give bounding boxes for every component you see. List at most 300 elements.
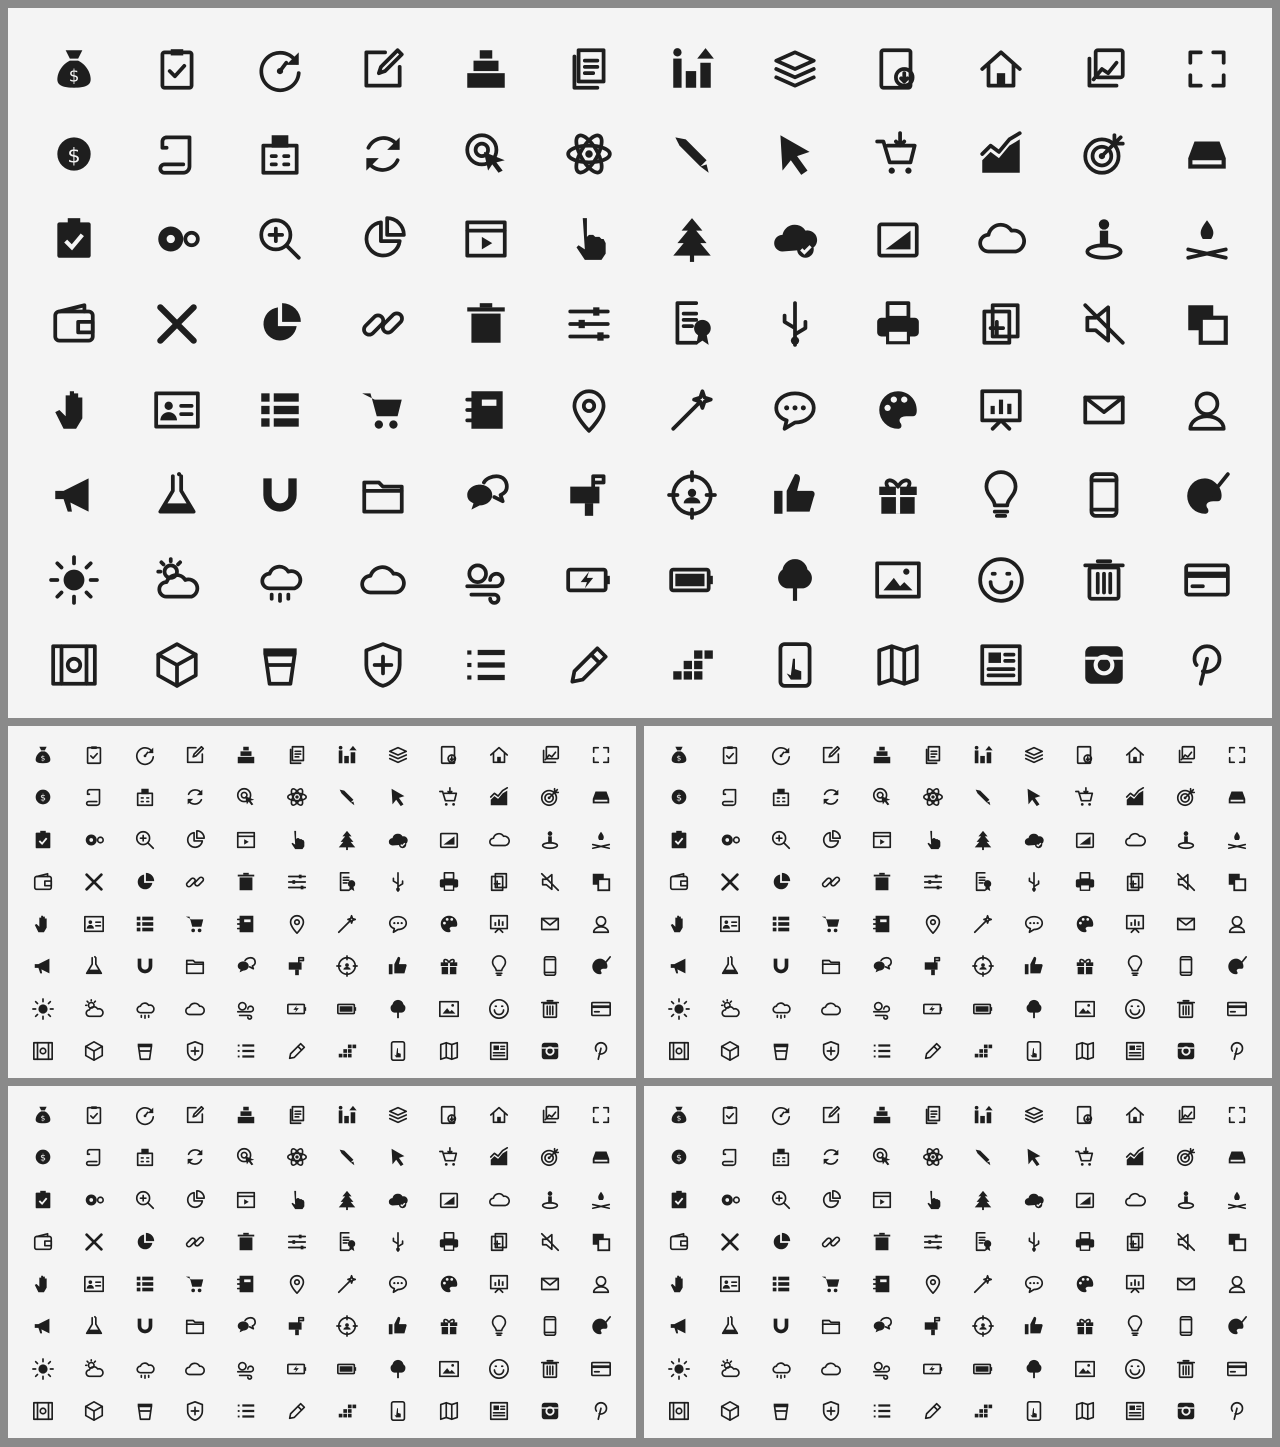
tree-icon [387, 998, 409, 1020]
pencil-icon [286, 1400, 308, 1422]
speaker-mute-icon [1175, 1231, 1197, 1253]
pie-chart-icon [134, 871, 156, 893]
fullscreen-icon [590, 744, 612, 766]
gift-icon [1074, 955, 1096, 977]
clipboard-tick-icon [32, 829, 54, 851]
presentation-board-icon [1124, 913, 1146, 935]
sun-cloud-icon [719, 998, 741, 1020]
refresh-icon [184, 1146, 206, 1168]
edit-note-icon [820, 744, 842, 766]
atom-icon [922, 1146, 944, 1168]
tablet-image-icon [1074, 1189, 1096, 1211]
scroll-icon [719, 786, 741, 808]
hard-drive-icon [1226, 786, 1248, 808]
campfire-icon [1182, 214, 1232, 264]
newspaper-icon [488, 1400, 510, 1422]
home-icon [1124, 744, 1146, 766]
notebook-icon [871, 913, 893, 935]
svg-text:$: $ [676, 753, 682, 763]
flask-icon [719, 955, 741, 977]
svg-text:$: $ [40, 753, 46, 763]
tree-icon [770, 555, 820, 605]
target-cursor-icon [871, 1146, 893, 1168]
pixel-blocks-icon [336, 1040, 358, 1062]
mailbox-icon [286, 1315, 308, 1337]
credit-card-icon [590, 998, 612, 1020]
credit-card-icon [1226, 1358, 1248, 1380]
envelope-icon [1175, 913, 1197, 935]
pie-chart-outline-icon [184, 829, 206, 851]
fullscreen-icon [1182, 44, 1232, 94]
download-file-icon [873, 44, 923, 94]
cloud-outline-icon [488, 829, 510, 851]
video-player-icon [461, 214, 511, 264]
paint-palette-brush-icon [590, 1315, 612, 1337]
usb-icon [1023, 1231, 1045, 1253]
line-chart-icon [1124, 786, 1146, 808]
cursor-arrow-icon [770, 129, 820, 179]
trash-can-icon [539, 998, 561, 1020]
pie-chart-outline-icon [358, 214, 408, 264]
sun-wind-icon [871, 1358, 893, 1380]
hospital-icon [255, 129, 305, 179]
flask-icon [83, 1315, 105, 1337]
cash-register-icon [871, 1104, 893, 1126]
smiley-icon [488, 1358, 510, 1380]
target-icon [539, 786, 561, 808]
palette-icon [1074, 1273, 1096, 1295]
target-cursor-icon [871, 786, 893, 808]
link-icon [184, 1231, 206, 1253]
chat-bubbles-icon [871, 1315, 893, 1337]
clipboard-check-icon [719, 744, 741, 766]
printer-icon [1074, 1231, 1096, 1253]
credit-card-icon [1226, 998, 1248, 1020]
cloud-check-icon [1023, 829, 1045, 851]
printer-icon [438, 1231, 460, 1253]
map-pin-icon [286, 1273, 308, 1295]
graph-cards-icon [1175, 1104, 1197, 1126]
cart-icon [358, 385, 408, 435]
documents-icon [564, 44, 614, 94]
growth-chart-person-icon [972, 1104, 994, 1126]
gears-icon [719, 829, 741, 851]
shopping-cart-download-icon [1074, 786, 1096, 808]
tree-icon [1023, 998, 1045, 1020]
battery-charging-icon [286, 998, 308, 1020]
light-bulb-icon [488, 955, 510, 977]
mailbox-icon [922, 1315, 944, 1337]
picture-icon [1074, 998, 1096, 1020]
target-cursor-icon [235, 1146, 257, 1168]
trash-can-icon [1175, 1358, 1197, 1380]
edit-note-icon [358, 44, 408, 94]
link-icon [358, 299, 408, 349]
id-card-icon [719, 1273, 741, 1295]
printer-icon [438, 871, 460, 893]
cloud-outline-icon [488, 1189, 510, 1211]
gears-icon [152, 214, 202, 264]
film-strip-icon [668, 1400, 690, 1422]
instagram-icon [539, 1400, 561, 1422]
sun-icon [32, 998, 54, 1020]
layers-icon [387, 1104, 409, 1126]
chat-bubbles-icon [235, 955, 257, 977]
cursor-arrow-icon [387, 1146, 409, 1168]
zoom-in-icon [255, 214, 305, 264]
megaphone-icon [32, 1315, 54, 1337]
map-pin-icon [922, 1273, 944, 1295]
tablet-image-icon [1074, 829, 1096, 851]
chat-bubbles-icon [461, 470, 511, 520]
hard-drive-icon [590, 1146, 612, 1168]
tablet-touch-icon [387, 1040, 409, 1062]
package-box-icon [83, 1400, 105, 1422]
target-cursor-icon [461, 129, 511, 179]
mailbox-icon [564, 470, 614, 520]
cloud-check-icon [770, 214, 820, 264]
package-box-icon [719, 1040, 741, 1062]
paint-palette-brush-icon [1226, 955, 1248, 977]
speaker-mute-icon [1175, 871, 1197, 893]
edit-note-icon [184, 1104, 206, 1126]
magic-wand-icon [667, 385, 717, 435]
fullscreen-icon [1226, 744, 1248, 766]
certificate-icon [667, 299, 717, 349]
pie-chart-outline-icon [820, 829, 842, 851]
newspaper-icon [488, 1040, 510, 1062]
film-strip-icon [32, 1040, 54, 1062]
money-bag-icon [668, 744, 690, 766]
sun-cloud-icon [83, 1358, 105, 1380]
instagram-icon [1175, 1040, 1197, 1062]
speedometer-icon [134, 744, 156, 766]
global-finance-icon [49, 129, 99, 179]
pencil-icon [564, 640, 614, 690]
gears-icon [719, 1189, 741, 1211]
battery-icon [336, 1358, 358, 1380]
target-icon [1175, 1146, 1197, 1168]
battery-icon [972, 998, 994, 1020]
certificate-icon [336, 1231, 358, 1253]
cloud-icon [820, 998, 842, 1020]
picture-icon [1074, 1358, 1096, 1380]
rain-cloud-icon [255, 555, 305, 605]
tree-icon [1023, 1358, 1045, 1380]
certificate-icon [972, 1231, 994, 1253]
speedometer-icon [255, 44, 305, 94]
thumbs-up-icon [1023, 1315, 1045, 1337]
copy-squares-icon [1182, 299, 1232, 349]
presentation-board-icon [488, 1273, 510, 1295]
folder-icon [358, 470, 408, 520]
magic-wand-icon [336, 1273, 358, 1295]
wallet-icon [668, 871, 690, 893]
smartphone-icon [539, 955, 561, 977]
campfire-icon [1226, 1189, 1248, 1211]
smartphone-icon [539, 1315, 561, 1337]
sliders-icon [286, 1231, 308, 1253]
pinterest-icon [590, 1040, 612, 1062]
pinterest-icon [1226, 1400, 1248, 1422]
magic-wand-icon [972, 1273, 994, 1295]
usb-icon [1023, 871, 1045, 893]
team-target-icon [972, 955, 994, 977]
global-finance-icon [32, 1146, 54, 1168]
chat-bubbles-icon [871, 955, 893, 977]
megaphone-icon [32, 955, 54, 977]
hard-drive-icon [1226, 1146, 1248, 1168]
bullet-list-icon [461, 640, 511, 690]
pinterest-icon [1226, 1040, 1248, 1062]
cart-icon [184, 1273, 206, 1295]
gift-icon [438, 955, 460, 977]
video-player-icon [235, 1189, 257, 1211]
battery-icon [972, 1358, 994, 1380]
atom-icon [564, 129, 614, 179]
user-outline-icon [1226, 913, 1248, 935]
map-icon [1074, 1400, 1096, 1422]
hand-icon [668, 913, 690, 935]
money-bag-icon [49, 44, 99, 94]
id-card-icon [719, 913, 741, 935]
sun-cloud-icon [83, 998, 105, 1020]
shopping-cart-download-icon [1074, 1146, 1096, 1168]
layers-icon [1023, 744, 1045, 766]
printer-icon [873, 299, 923, 349]
svg-text:$: $ [676, 793, 683, 805]
presentation-board-icon [1124, 1273, 1146, 1295]
coffee-cup-icon [770, 1040, 792, 1062]
svg-text:$: $ [676, 1113, 682, 1123]
sun-cloud-icon [719, 1358, 741, 1380]
hand-pointer-icon [286, 1189, 308, 1211]
copy-squares-icon [1226, 871, 1248, 893]
notebook-icon [235, 913, 257, 935]
paint-palette-brush-icon [1226, 1315, 1248, 1337]
coffee-cup-icon [770, 1400, 792, 1422]
edit-note-icon [184, 744, 206, 766]
battery-charging-icon [286, 1358, 308, 1380]
documents-icon [922, 744, 944, 766]
hand-pointer-icon [922, 1189, 944, 1211]
graph-cards-icon [1079, 44, 1129, 94]
cash-register-icon [235, 744, 257, 766]
hospital-icon [770, 786, 792, 808]
home-icon [1124, 1104, 1146, 1126]
shield-plus-icon [184, 1040, 206, 1062]
thumbs-up-icon [387, 1315, 409, 1337]
campfire-icon [590, 1189, 612, 1211]
missile-icon [336, 1146, 358, 1168]
campfire-icon [590, 829, 612, 851]
link-icon [184, 871, 206, 893]
team-target-icon [336, 1315, 358, 1337]
cloud-icon [184, 1358, 206, 1380]
light-bulb-icon [976, 470, 1026, 520]
palette-icon [438, 913, 460, 935]
sun-cloud-icon [152, 555, 202, 605]
home-icon [488, 744, 510, 766]
megaphone-icon [49, 470, 99, 520]
trash-icon [871, 871, 893, 893]
pie-chart-icon [255, 299, 305, 349]
trash-icon [461, 299, 511, 349]
envelope-icon [1175, 1273, 1197, 1295]
missile-icon [972, 786, 994, 808]
sun-icon [668, 1358, 690, 1380]
icon-grid-large [8, 8, 1272, 718]
chat-bubble-icon [770, 385, 820, 435]
cloud-check-icon [387, 1189, 409, 1211]
svg-text:$: $ [676, 1153, 683, 1165]
certificate-icon [336, 871, 358, 893]
pencil-icon [922, 1400, 944, 1422]
bullet-list-icon [235, 1040, 257, 1062]
svg-text:$: $ [68, 66, 79, 86]
rain-cloud-icon [134, 998, 156, 1020]
download-file-icon [1074, 1104, 1096, 1126]
hand-icon [32, 913, 54, 935]
list-icon [770, 1273, 792, 1295]
hard-drive-icon [1182, 129, 1232, 179]
cloud-check-icon [1023, 1189, 1045, 1211]
add-document-icon [1124, 1231, 1146, 1253]
map-pin-icon [286, 913, 308, 935]
user-outline-icon [1226, 1273, 1248, 1295]
speaker-mute-icon [539, 1231, 561, 1253]
battery-charging-icon [564, 555, 614, 605]
smiley-icon [976, 555, 1026, 605]
copy-squares-icon [590, 871, 612, 893]
refresh-icon [820, 1146, 842, 1168]
shopping-cart-download-icon [438, 1146, 460, 1168]
picture-icon [438, 998, 460, 1020]
smartphone-icon [1175, 1315, 1197, 1337]
flask-icon [152, 470, 202, 520]
magnet-icon [134, 1315, 156, 1337]
instagram-icon [539, 1040, 561, 1062]
palette-icon [1074, 913, 1096, 935]
hand-pointer-icon [286, 829, 308, 851]
sun-wind-icon [235, 1358, 257, 1380]
link-icon [820, 871, 842, 893]
add-document-icon [976, 299, 1026, 349]
add-document-icon [488, 1231, 510, 1253]
chat-bubbles-icon [235, 1315, 257, 1337]
missile-icon [336, 786, 358, 808]
folder-icon [184, 955, 206, 977]
video-player-icon [871, 829, 893, 851]
hand-pointer-icon [922, 829, 944, 851]
target-icon [1175, 786, 1197, 808]
global-finance-icon [668, 786, 690, 808]
tablet-touch-icon [387, 1400, 409, 1422]
icon-grid-small-bottom-left [8, 1086, 636, 1438]
graph-cards-icon [539, 1104, 561, 1126]
chat-bubble-icon [387, 1273, 409, 1295]
trash-can-icon [1079, 555, 1129, 605]
video-player-icon [871, 1189, 893, 1211]
pinterest-icon [590, 1400, 612, 1422]
location-person-icon [1175, 1189, 1197, 1211]
cash-register-icon [235, 1104, 257, 1126]
team-target-icon [972, 1315, 994, 1337]
cloud-outline-icon [976, 214, 1026, 264]
thumbs-up-icon [1023, 955, 1045, 977]
layers-icon [770, 44, 820, 94]
atom-icon [286, 1146, 308, 1168]
bullet-list-icon [871, 1040, 893, 1062]
bullet-list-icon [871, 1400, 893, 1422]
speaker-mute-icon [1079, 299, 1129, 349]
gift-icon [873, 470, 923, 520]
instagram-icon [1079, 640, 1129, 690]
light-bulb-icon [1124, 1315, 1146, 1337]
smiley-icon [488, 998, 510, 1020]
campfire-icon [1226, 829, 1248, 851]
instagram-icon [1175, 1400, 1197, 1422]
pie-chart-outline-icon [184, 1189, 206, 1211]
line-chart-icon [1124, 1146, 1146, 1168]
edit-note-icon [820, 1104, 842, 1126]
smartphone-icon [1175, 955, 1197, 977]
cursor-arrow-icon [1023, 786, 1045, 808]
pine-tree-icon [972, 829, 994, 851]
film-strip-icon [49, 640, 99, 690]
folder-icon [820, 955, 842, 977]
sun-wind-icon [461, 555, 511, 605]
fullscreen-icon [1226, 1104, 1248, 1126]
hand-icon [49, 385, 99, 435]
line-chart-icon [976, 129, 1026, 179]
film-strip-icon [668, 1040, 690, 1062]
gift-icon [1074, 1315, 1096, 1337]
global-finance-icon [668, 1146, 690, 1168]
bullet-list-icon [235, 1400, 257, 1422]
cursor-arrow-icon [1023, 1146, 1045, 1168]
rain-cloud-icon [770, 998, 792, 1020]
atom-icon [922, 786, 944, 808]
hospital-icon [134, 786, 156, 808]
hand-icon [32, 1273, 54, 1295]
home-icon [976, 44, 1026, 94]
shopping-cart-download-icon [873, 129, 923, 179]
missile-icon [972, 1146, 994, 1168]
magnet-icon [255, 470, 305, 520]
sliders-icon [564, 299, 614, 349]
documents-icon [286, 744, 308, 766]
target-icon [539, 1146, 561, 1168]
pinterest-icon [1182, 640, 1232, 690]
target-icon [1079, 129, 1129, 179]
copy-squares-icon [590, 1231, 612, 1253]
speedometer-icon [770, 1104, 792, 1126]
package-box-icon [719, 1400, 741, 1422]
package-box-icon [83, 1040, 105, 1062]
light-bulb-icon [1124, 955, 1146, 977]
newspaper-icon [1124, 1400, 1146, 1422]
scroll-icon [719, 1146, 741, 1168]
gears-icon [83, 829, 105, 851]
line-chart-icon [488, 1146, 510, 1168]
download-file-icon [438, 744, 460, 766]
scroll-icon [152, 129, 202, 179]
pixel-blocks-icon [972, 1400, 994, 1422]
smiley-icon [1124, 998, 1146, 1020]
gift-icon [438, 1315, 460, 1337]
megaphone-icon [668, 1315, 690, 1337]
